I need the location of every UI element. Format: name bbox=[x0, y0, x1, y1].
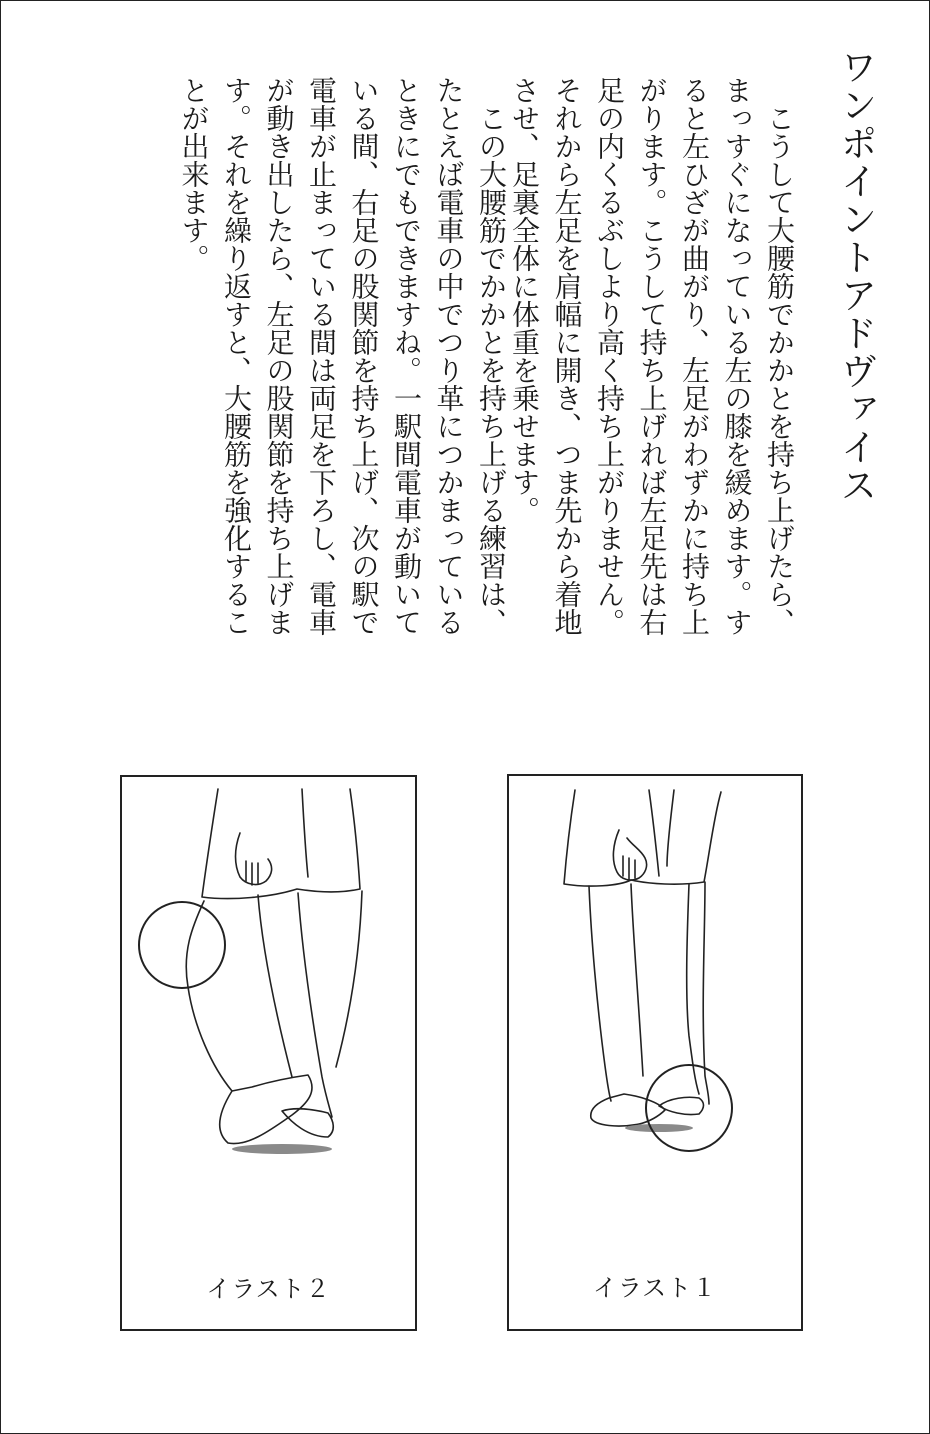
paragraph-1: こうして大腰筋でかかとを持ち上げたら、 まっすぐになっている左の膝を緩めます。す ると左ひざが曲がり、左足がわずかに持ち上 がります。こうして持ち上げれば左足先は右 足の内くるぶしより高く持ち上がりません。 それから左足を肩幅に開き、つま先から着地 させ、足裏全体に体重を乗せます。 bbox=[508, 76, 796, 636]
highlight-circle bbox=[646, 1065, 732, 1151]
section-title: ワンポイントアドヴァイス bbox=[834, 48, 877, 504]
standing-legs-figure bbox=[564, 790, 721, 1126]
paragraph-2: この大腰筋でかかとを持ち上げる練習は、 たとえば電車の中でつり革につかまっている ときにでもできますね。一駅間電車が動いて いる間、右足の股関節を持ち上げ、次の駅で 電車が止まっている間は両足を下ろし、電車 が動き出したら、左足の股関節を持ち上げま す。それを繰り返すと、大腰筋を強化するこ とが出来ます。 bbox=[177, 76, 508, 636]
shadow bbox=[625, 1124, 693, 1132]
highlight-circle bbox=[139, 902, 225, 988]
illustration-2-caption: イラスト２ bbox=[206, 1275, 331, 1303]
shadow bbox=[232, 1144, 332, 1154]
illustration-1-drawing bbox=[509, 776, 801, 1329]
illustration-2-drawing bbox=[122, 777, 415, 1329]
illustration-1-panel bbox=[507, 774, 803, 1331]
illustration-2-panel bbox=[120, 775, 417, 1331]
illustration-1-caption: イラスト１ bbox=[592, 1274, 718, 1302]
stepping-legs-figure bbox=[186, 789, 362, 1144]
